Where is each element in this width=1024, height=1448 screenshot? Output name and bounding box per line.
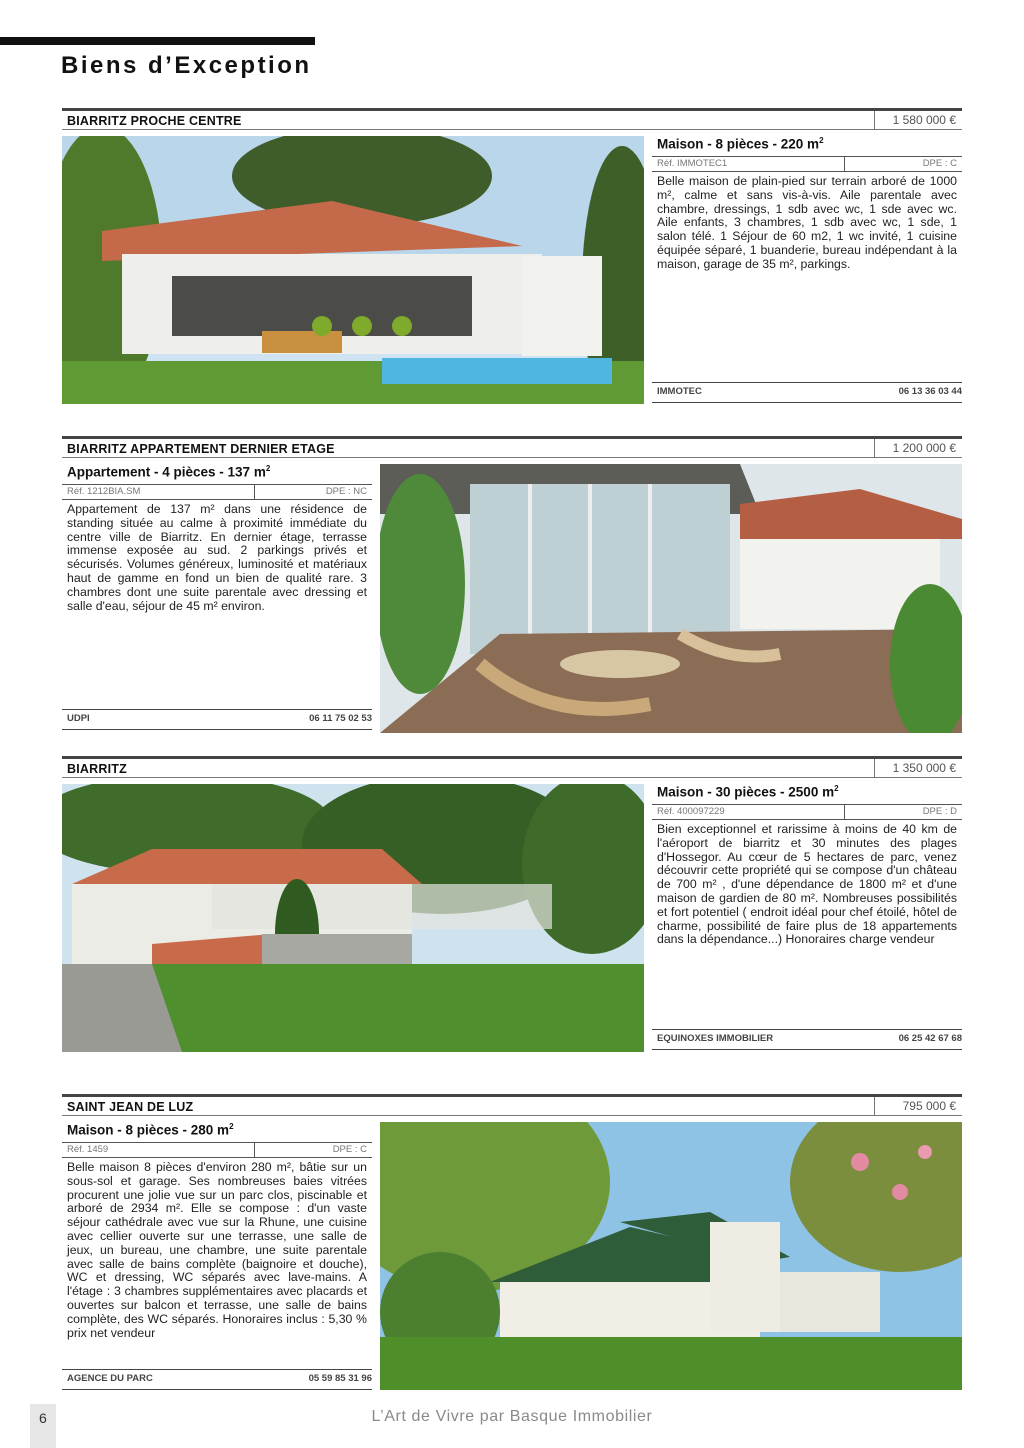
listing-header [62,108,962,130]
agency-footer [652,1029,962,1050]
property-photo[interactable] [62,784,644,1052]
listing-location: BIARRITZ [67,762,127,776]
listing-card [62,756,962,1054]
property-title: Appartement - 4 pièces - 137 $m^2$ [67,464,271,480]
listing-price: 1 200 000 € [874,439,962,457]
reference-row [62,484,372,500]
dpe-rating: DPE : C [922,158,957,169]
agency-name: UDPI [67,713,90,724]
top-accent-bar [0,37,315,45]
agency-phone[interactable]: 06 13 36 03 44 [898,386,962,397]
footer-tagline: L’Art de Vivre par Basque Immobilier [371,1408,653,1425]
property-photo[interactable] [380,464,962,733]
agency-name: IMMOTEC [657,386,702,397]
listing-info [652,135,962,406]
agency-phone[interactable]: 06 11 75 02 53 [309,713,372,724]
property-title: Maison - 8 pièces - 220 $m^2$ [657,136,824,152]
property-title: Maison - 8 pièces - 280 $m^2$ [67,1122,234,1138]
listing-location: SAINT JEAN DE LUZ [67,1100,194,1114]
property-description: Belle maison 8 pièces d'environ 280 m², bâtie sur un sous-sol et garage. Ses nombreuses baies vitrées procurent une jolie vue sur un parc clos, piscinable et arboré de 2934 m². Elle se compose : d'un vaste séjour cathédrale avec vue sur la Rhune, une cuisine avec cellier ouverte sur une terrasse, une salle de jeux, un bureau, une chambre, une suite parentale avec salle de bains complète (baignoire et douche), WC et dressing, WC séparés avec lave-mains. A l'étage : 3 chambres supplémentaires avec placards et ouvertes sur balcon et terrasse, une salle de bains complète, des WC séparés. Honoraires inclus : 5,30 % prix net vendeur [67,1160,367,1340]
page-number: 6 [30,1404,56,1448]
listing-price: 1 580 000 € [874,111,962,129]
property-title: Maison - 30 pièces - 2500 $m^2$ [657,784,839,800]
dpe-rating: DPE : C [332,1144,367,1155]
listing-header [62,756,962,778]
reference-row [652,156,962,172]
listing-card [62,1094,962,1392]
listing-card [62,436,962,734]
reference-row [652,804,962,820]
property-reference: Réf. IMMOTEC1 [657,158,728,169]
property-description: Bien exceptionnel et rarissime à moins de 40 km de l'aéroport de biarritz et 30 minutes des plages d'Hossegor. Au cœur de 5 hectares de parc, venez découvrir cette propriété qui se compose d'un château de 700 m² , d'une dépendance de 1800 m² et d'une maison de gardien de 80 m². Nombreuses possibilités et fort potentiel ( endroit idéal pour chef étoilé, hôtel de charme, possibilité de faire plus de 18 appartements dans la dépendance...) Honoraires charge vendeur [657,822,957,947]
property-description: Appartement de 137 m² dans une résidence de standing située au calme à proximité immédiate du centre ville de Biarritz. En dernier étage, terrasse immense exposée au sud. 2 parkings privés et sécurisés. Volumes généreux, luminosité et matériaux haut de gamme en fond un bien de qualité rare. 3 chambres dont une suite parentale avec dressing et salle d'eau, séjour de 45 m² environ. [67,502,367,613]
dpe-rating: DPE : D [922,806,957,817]
listing-location: BIARRITZ PROCHE CENTRE [67,114,242,128]
reference-row [62,1142,372,1158]
agency-name: EQUINOXES IMMOBILIER [657,1033,774,1044]
page-heading: Biens d’Exception [61,52,312,79]
listing-price: 1 350 000 € [874,759,962,777]
listing-price: 795 000 € [874,1097,962,1115]
property-description: Belle maison de plain-pied sur terrain arboré de 1000 m², calme et sans vis-à-vis. Aile parentale avec chambre, dressings, 1 sdb avec wc, 1 sde avec wc. Aile enfants, 3 chambres, 1 sdb avec wc, 1 sde, 1 salon télé. 1 Séjour de 60 m2, 1 wc invité, 1 cuisine équipée séparé, 1 buanderie, bureau indépendant à la maison, garage de 35 m², parkings. [657,174,957,271]
listing-info [62,463,372,734]
agency-footer [652,382,962,403]
agency-phone[interactable]: 06 25 42 67 68 [898,1033,962,1044]
property-photo[interactable] [380,1122,962,1390]
listing-info [62,1121,372,1389]
agency-footer [62,1369,372,1390]
listing-location: BIARRITZ APPARTEMENT DERNIER ETAGE [67,442,335,456]
listing-header [62,436,962,458]
agency-footer [62,709,372,730]
property-photo[interactable] [62,136,644,404]
property-reference: Réf. 1459 [67,1144,109,1155]
dpe-rating: DPE : NC [325,486,367,497]
agency-name: AGENCE DU PARC [67,1373,153,1384]
property-reference: Réf. 400097229 [657,806,725,817]
property-reference: Réf. 1212BIA.SM [67,486,141,497]
agency-phone[interactable]: 05 59 85 31 96 [308,1373,372,1384]
listing-header [62,1094,962,1116]
listing-card [62,108,962,406]
listing-info [652,783,962,1054]
